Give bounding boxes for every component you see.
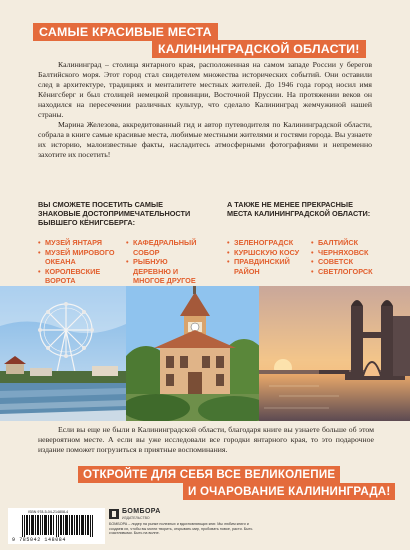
landmarks-list-2 [126, 238, 206, 286]
left-list-heading: ВЫ СМОЖЕТЕ ПОСЕТИТЬ САМЫЕ ЗНАКОВЫЕ ДОСТОПРИМЕЧАТЕЛЬНОСТИ БЫВШЕГО КЁНИГСБЕРГА: [38, 200, 191, 227]
list-item: • РЫБНУЮ ДЕРЕВНЮ И МНОГОЕ ДРУГОЕ [126, 257, 206, 286]
list-item: • БАЛТИЙСК [311, 238, 386, 248]
isbn-label: ISBN 978-5-04-214808-4 [28, 510, 69, 514]
photo-strip [0, 286, 410, 421]
outro-paragraph: Если вы еще не были в Калининградской области, благодаря книге вы узнаете больше об этом невероятном месте. А если вы уже исследовали все городки янтарного края, то это подарочное издание поможет погрузиться в приятные воспоминания. [38, 425, 374, 454]
title-line-1: САМЫЕ КРАСИВЫЕ МЕСТА [33, 23, 218, 41]
photo-bridge-sunset [259, 286, 410, 421]
list-item: • МУЗЕЙ МИРОВОГО ОКЕАНА [38, 248, 123, 267]
photo-ferris-wheel [0, 286, 126, 421]
list-item: • КАФЕДРАЛЬНЫЙ СОБОР [126, 238, 206, 257]
cta-line-2: И ОЧАРОВАНИЕ КАЛИНИНГРАДА! [183, 483, 395, 500]
intro-paragraph-2: Марина Железова, аккредитованный гид и автор путеводителя по Калининградской области, собрала в книге самые красивые места, любимые местными жителями и гостями города. Вы узнаете их историю, малоизвестные факты, насладитесь атмосферными фотографиями и непременно захотите их посетить! [38, 119, 372, 159]
outro-text [38, 425, 374, 455]
list-item: • СОВЕТСК [311, 257, 386, 267]
list-item: • МУЗЕЙ ЯНТАРЯ [38, 238, 123, 248]
publisher-description: БОМБОРА – лидер на рынке полезных и вдохновляющих книг. Мы любим книги и создаем их, чтобы вы могли творить, открывать мир, пробовать новое, расти. Быть счастливыми. Быть на волне. [109, 522, 253, 536]
list-item: • СВЕТЛОГОРСК [311, 267, 386, 277]
publisher-subtitle: ИЗДАТЕЛЬСТВО [122, 516, 150, 520]
places-list-2 [311, 238, 386, 276]
photo-tower-building [126, 286, 259, 421]
publisher-brand [109, 508, 179, 522]
landmarks-list-1 [38, 238, 123, 286]
list-item: • КУРШСКУЮ КОСУ [227, 248, 309, 258]
list-item: • КОРОЛЕВСКИЕ ВОРОТА [38, 267, 123, 286]
barcode-icon [22, 515, 94, 537]
intro-text [38, 60, 372, 160]
list-item: • ЗЕЛЕНОГРАДСК [227, 238, 309, 248]
list-item: • ПРАВДИНСКИЙ РАЙОН [227, 257, 309, 276]
cta-line-1: ОТКРОЙТЕ ДЛЯ СЕБЯ ВСЕ ВЕЛИКОЛЕПИЕ [78, 466, 340, 483]
publisher-name: БОМБОРА [122, 508, 161, 515]
intro-paragraph-1: Калининград – столица янтарного края, расположенная на самом западе России у берегов Балтийского моря. Этот город стал свидетелем множества исторических событий. Они оставили след в архитектуре, традициях и менталитете местных жителей. До 1946 года город носил имя Кёнигсберг и был столицей немецкой провинции, Восточной Пруссии. На протяжении веков он находился на пересечении различных культур, что сделало Калининград жемчужиной нашей страны. [38, 60, 372, 119]
right-list-heading: А ТАКЖЕ НЕ МЕНЕЕ ПРЕКРАСНЫЕ МЕСТА КАЛИНИНГРАДСКОЙ ОБЛАСТИ: [227, 200, 371, 218]
isbn-barcode [8, 508, 105, 544]
publisher-logo-icon [109, 509, 119, 519]
isbn-digits: 9 785042 148084 [12, 537, 67, 543]
title-line-2: КАЛИНИНГРАДСКОЙ ОБЛАСТИ! [152, 40, 366, 58]
list-item: • ЧЕРНЯХОВСК [311, 248, 386, 258]
places-list-1 [227, 238, 309, 276]
